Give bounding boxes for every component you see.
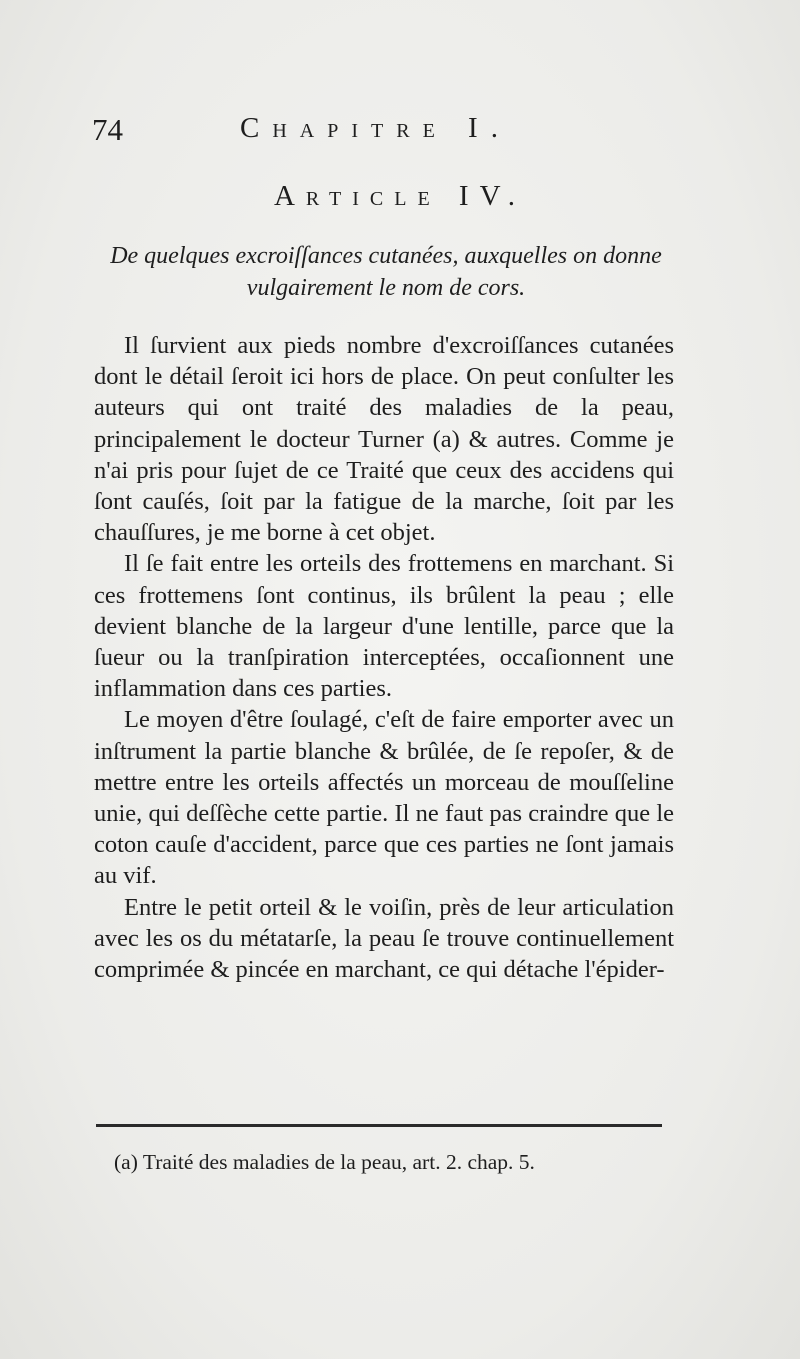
footnote-rule [96, 1124, 662, 1127]
article-heading: Article IV. [273, 180, 527, 212]
article-subtitle: De quelques excroiſſances cutanées, auxquelles on donne vulgairement le nom de cors. [110, 243, 662, 301]
page-number: 74 [92, 112, 123, 147]
paragraph: Il ſurvient aux pieds nombre d'excroiſſances cutanées dont le détail ſeroit ici hors de place. On peut conſulter les auteurs qui ont traité des maladies de la peau, principalement le docteur Turner (a) & autres. Comme je n'ai pris pour ſujet de ce Traité que ceux des accidens qui ſont cauſés, ſoit par la fatigue de la marche, ſoit par les chauſſures, je me borne à cet objet. [94, 332, 674, 547]
chapter-heading: Chapitre I. [240, 112, 511, 144]
paragraph: Il ſe fait entre les orteils des frottemens en marchant. Si ces frottemens ſont continus, ils brûlent la peau ; elle devient blanche de la largeur d'une lentille, parce que la ſueur ou la tranſpiration interceptées, occaſionnent une inflammation dans ces parties. [94, 550, 674, 703]
body-text [94, 330, 674, 985]
paragraph: Le moyen d'être ſoulagé, c'eſt de faire emporter avec un inſtrument la partie blanche & brûlée, de ſe repoſer, & de mettre entre les orteils affectés un morceau de mouſſeline unie, qui deſſèche cette partie. Il ne faut pas craindre que le coton cauſe d'accident, parce que ces parties ne ſont jamais au vif. [94, 706, 674, 890]
paragraph: Entre le petit orteil & le voiſin, près de leur articulation avec les os du métatarſe, la peau ſe trouve continuellement comprimée & pincée en marchant, ce qui détache l'épider- [94, 893, 674, 984]
footnote: (a) Traité des maladies de la peau, art. 2. chap. 5. [114, 1150, 535, 1174]
running-head [92, 112, 652, 162]
